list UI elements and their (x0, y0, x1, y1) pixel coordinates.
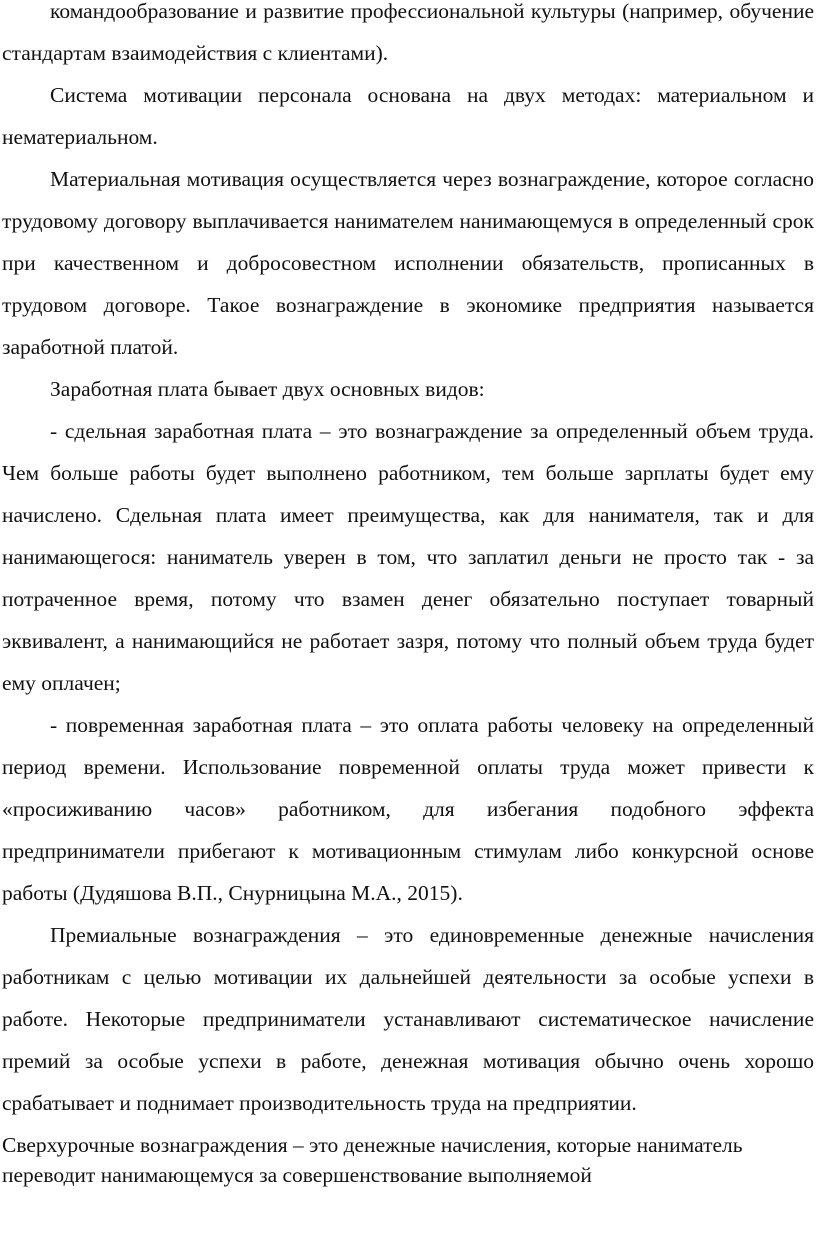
paragraph-time-based-pay: - повременная заработная плата – это оплата работы человеку на определенный период времени. Использование повременной оплаты труда может привести к «просиживанию часов» работником, для избегания подобного эффекта предприниматели прибегают к мотивационным стимулам либо конкурсной основе работы (Дудяшова В.П., Снурницына М.А., 2015). (2, 713, 814, 905)
paragraph-overtime-rewards: Сверхурочные вознаграждения – это денежные начисления, которые наниматель переводит нанимающемуся за совершенствование выполняемой (2, 1133, 743, 1187)
paragraph-salary-types: Заработная плата бывает двух основных видов: (50, 377, 485, 401)
paragraph-material-motivation: Материальная мотивация осуществляется через вознаграждение, которое согласно трудовому договору выплачивается нанимателем нанимающемуся в определенный срок при качественном и добросовестном исполнении обязательств, прописанных в трудовом договоре. Такое вознаграждение в экономике предприятия называется заработной платой. (2, 167, 814, 359)
paragraph-piecework-pay: - сдельная заработная плата – это вознаграждение за определенный объем труда. Чем больше работы будет выполнено работником, тем больше зарплаты будет ему начислено. Сдельная плата имеет преимущества, как для нанимателя, так и для нанимающегося: наниматель уверен в том, что заплатил деньги не просто так - за потраченное время, потому что взамен денег обязательно поступает товарный эквивалент, а нанимающийся не работает зазря, потому что полный объем труда будет ему оплачен; (2, 419, 814, 695)
paragraph-motivation-system: Система мотивации персонала основана на двух методах: материальном и нематериальном. (2, 83, 814, 149)
paragraph-bonus-rewards: Премиальные вознаграждения – это единовременные денежные начисления работникам с целью мотивации их дальнейшей деятельности за особые успехи в работе. Некоторые предприниматели устанавливают систематическое начисление премий за особые успехи в работе, денежная мотивация обычно очень хорошо срабатывает и поднимает производительность труда на предприятии. (2, 923, 814, 1115)
paragraph-team-building: командообразование и развитие профессиональной культуры (например, обучение стандартам взаимодействия с клиентами). (2, 0, 814, 65)
